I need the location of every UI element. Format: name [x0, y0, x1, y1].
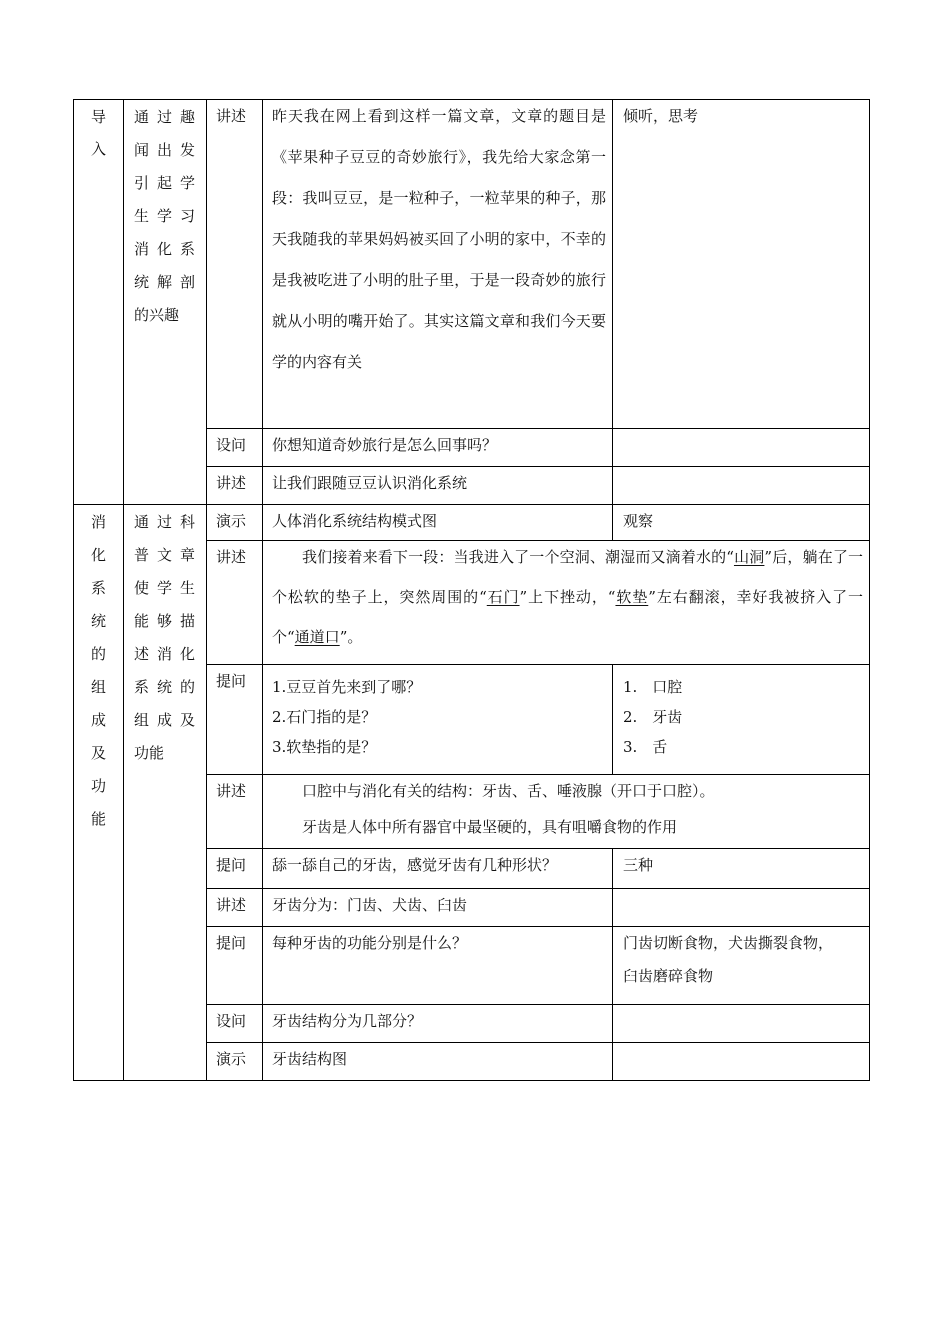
method-cell: 讲述: [207, 467, 263, 505]
method-cell: 讲述: [207, 889, 263, 927]
stage-char: 系: [90, 579, 106, 597]
answer-line: 门齿切断食物，犬齿撕裂食物，: [623, 934, 834, 952]
content-cell: 牙齿结构分为几部分？: [263, 1005, 613, 1043]
method-cell: 提问: [207, 665, 263, 775]
method-cell: 讲述: [207, 775, 263, 849]
content-cell: [263, 100, 613, 429]
goal-line: 普文章: [134, 546, 198, 564]
method-cell: 设问: [207, 1005, 263, 1043]
content-cell-wide: [263, 775, 870, 849]
content-cell: 舔一舔自己的牙齿，感觉牙齿有几种形状？: [263, 849, 613, 889]
answer-line: 臼齿磨碎食物: [623, 967, 714, 985]
goal-line: 组成及: [134, 711, 198, 729]
underlined-term: 软垫: [615, 588, 649, 606]
student-cell: 观察: [613, 505, 870, 541]
stage-cell-intro: [74, 100, 124, 505]
method-cell: 讲述: [207, 541, 263, 665]
content-cell: 牙齿结构图: [263, 1043, 613, 1081]
stage-char: 及: [90, 744, 106, 762]
content-cell: 让我们跟随豆豆认识消化系统: [263, 467, 613, 505]
stage-cell-digestive: [74, 505, 124, 1081]
method-cell: 提问: [207, 927, 263, 1005]
table-row: [74, 100, 870, 429]
stage-char: 消: [90, 513, 106, 531]
goal-line: 消化系: [134, 240, 198, 258]
answer-item: 3. 舌: [623, 738, 668, 756]
content-line: 口腔中与消化有关的结构：牙齿、舌、唾液腺（开口于口腔）。: [302, 782, 715, 800]
goal-cell-intro: [124, 100, 207, 505]
goal-line: 的兴趣: [134, 306, 180, 324]
goal-line: 系统的: [134, 678, 198, 696]
goal-line: 生学习: [134, 207, 198, 225]
student-cell: 倾听，思考: [613, 100, 870, 429]
student-cell: [613, 665, 870, 775]
underlined-term: 山洞: [733, 548, 765, 566]
goal-line: 通过科: [134, 513, 198, 531]
goal-line: 统解剖: [134, 273, 198, 291]
underlined-term: 石门: [486, 588, 520, 606]
student-cell: 三种: [613, 849, 870, 889]
stage-char: 功: [90, 777, 106, 795]
story-paragraph: 我们接着来看下一段：当我进入了一个空洞、潮湿而又滴着水的“山洞”后，躺在了一个松软的垫子上，突然周围的“石门”上下挫动，“软垫”左右翻滚，幸好我被挤入了一个“通道口”。: [272, 548, 864, 646]
student-cell: [613, 1005, 870, 1043]
content-cell: 你想知道奇妙旅行是怎么回事吗？: [263, 429, 613, 467]
goal-line: 引起学: [134, 174, 198, 192]
answer-item: 1. 口腔: [623, 678, 683, 696]
student-cell: [613, 889, 870, 927]
goal-line: 能够描: [134, 612, 198, 630]
method-cell: 讲述: [207, 100, 263, 429]
student-cell: [613, 927, 870, 1005]
content-cell: [263, 665, 613, 775]
stage-char: 的: [90, 645, 106, 663]
table-row: [74, 505, 870, 541]
goal-line: 通过趣: [134, 108, 198, 126]
lesson-plan-table: [73, 99, 870, 1081]
student-cell: [613, 1043, 870, 1081]
goal-line: 述消化: [134, 645, 198, 663]
stage-char: 能: [90, 810, 106, 828]
question-item: 3.软垫指的是？: [272, 738, 377, 756]
content-cell: 牙齿分为：门齿、犬齿、臼齿: [263, 889, 613, 927]
content-cell-wide: [263, 541, 870, 665]
question-item: 2.石门指的是？: [272, 708, 377, 726]
goal-cell-digestive: [124, 505, 207, 1081]
content-cell: 每种牙齿的功能分别是什么？: [263, 927, 613, 1005]
goal-line: 功能: [134, 744, 165, 762]
content-line: 牙齿是人体中所有器官中最坚硬的，具有咀嚼食物的作用: [302, 818, 678, 836]
goal-line: 使学生: [134, 579, 198, 597]
goal-line: 闻出发: [134, 141, 198, 159]
student-cell: [613, 429, 870, 467]
content-text: 昨天我在网上看到这样一篇文章，文章的题目是《苹果种子豆豆的奇妙旅行》，我先给大家念第一段：我叫豆豆，是一粒种子，一粒苹果的种子，那天我随我的苹果妈妈被买回了小明的家中，不幸的是我被吃进了小明的肚子里，于是一段奇妙的旅行就从小明的嘴开始了。其实这篇文章和我们今天要学的内容有关: [272, 107, 606, 371]
stage-char: 成: [90, 711, 106, 729]
method-cell: 设问: [207, 429, 263, 467]
content-cell: 人体消化系统结构模式图: [263, 505, 613, 541]
stage-char: 导: [90, 108, 106, 126]
stage-char: 化: [90, 546, 106, 564]
stage-char: 组: [90, 678, 106, 696]
answer-item: 2. 牙齿: [623, 708, 683, 726]
student-cell: [613, 467, 870, 505]
question-item: 1.豆豆首先来到了哪？: [272, 678, 422, 696]
underlined-term: 通道口: [294, 628, 340, 646]
method-cell: 演示: [207, 1043, 263, 1081]
method-cell: 演示: [207, 505, 263, 541]
stage-char: 入: [90, 140, 106, 158]
stage-char: 统: [90, 612, 106, 630]
method-cell: 提问: [207, 849, 263, 889]
